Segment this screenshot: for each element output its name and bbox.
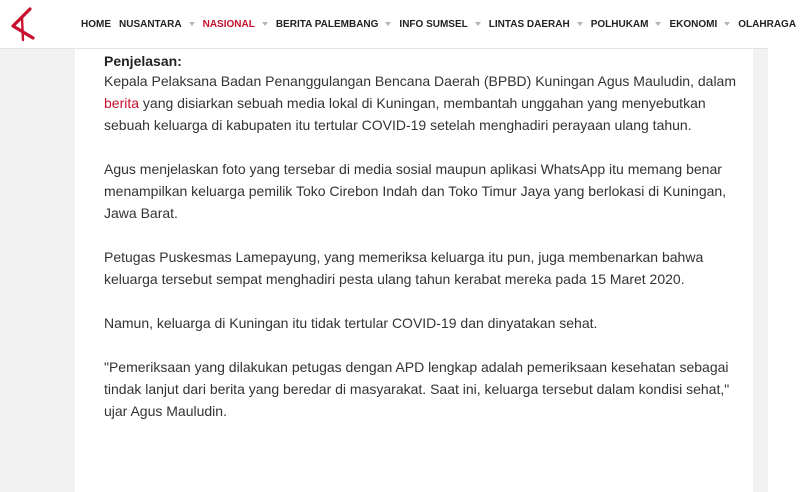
logo-mark-icon [6,6,40,42]
nav-item-nusantara[interactable] [119,19,195,30]
nav-item-polhukam[interactable] [591,19,662,30]
site-logo[interactable] [6,6,40,42]
chevron-down-icon [475,22,481,26]
berita-link[interactable]: berita [104,95,140,111]
chevron-down-icon [262,22,268,26]
chevron-down-icon [577,22,583,26]
paragraph-text: Kepala Pelaksana Badan Penanggulangan Bencana Daerah (BPBD) Kuningan Agus Mauludin, dalam [104,73,737,89]
main-nav [81,0,804,48]
chevron-down-icon [655,22,661,26]
nav-item-home[interactable] [81,19,111,30]
nav-item-berita-palembang[interactable] [276,19,392,30]
article-paragraph-5: "Pemeriksaan yang dilakukan petugas dengan APD lengkap adalah pemeriksaan kesehatan sebagai tindak lanjut dari berita yang beredar di masyarakat. Saat ini, keluarga tersebut dalam kondisi sehat," ujar Agus Mauludin. [104,359,730,419]
chevron-down-icon [189,22,195,26]
section-heading: Penjelasan: [104,53,182,69]
nav-item-olahraga[interactable] [738,19,796,30]
article-paragraph-2: Agus menjelaskan foto yang tersebar di media sosial maupun aplikasi WhatsApp itu memang benar menampilkan keluarga pemilik Toko Cirebon Indah dan Toko Timur Jaya yang berlokasi di Kuningan, Jawa Barat. [104,161,727,221]
nav-item-lintas-daerah[interactable] [489,19,583,30]
article-body [104,52,754,444]
nav-item-label: NASIONAL [202,18,255,30]
nav-item-label: POLHUKAM [590,18,649,30]
nav-item-label: HOME [81,18,111,30]
nav-item-label: INFO SUMSEL [399,18,468,30]
nav-item-label: OLAHRAGA [738,18,797,30]
nav-item-info-sumsel[interactable] [399,19,480,30]
nav-item-nasional[interactable] [203,19,268,30]
nav-item-label: NUSANTARA [119,18,182,30]
nav-item-ekonomi[interactable] [669,19,730,30]
right-gutter [753,48,768,492]
chevron-down-icon [724,22,730,26]
nav-item-label: EKONOMI [669,18,718,30]
top-navigation-bar [0,0,797,49]
left-gutter [0,48,75,492]
article-paragraph-4: Namun, keluarga di Kuningan itu tidak tertular COVID-19 dan dinyatakan sehat. [104,315,598,331]
nav-item-label: LINTAS DAERAH [488,18,570,30]
article-paragraph-1 [104,70,754,136]
article-paragraph-3: Petugas Puskesmas Lamepayung, yang memeriksa keluarga itu pun, juga membenarkan bahwa keluarga tersebut sempat menghadiri pesta ulang tahun kerabat mereka pada 15 Maret 2020. [104,249,704,287]
paragraph-text: yang disiarkan sebuah media lokal di Kuningan, membantah unggahan yang menyebutkan sebuah keluarga di kabupaten itu tertular COVID-19 setelah menghadiri perayaan ulang tahun. [104,95,706,133]
nav-item-label: BERITA PALEMBANG [275,18,379,30]
chevron-down-icon [385,22,391,26]
